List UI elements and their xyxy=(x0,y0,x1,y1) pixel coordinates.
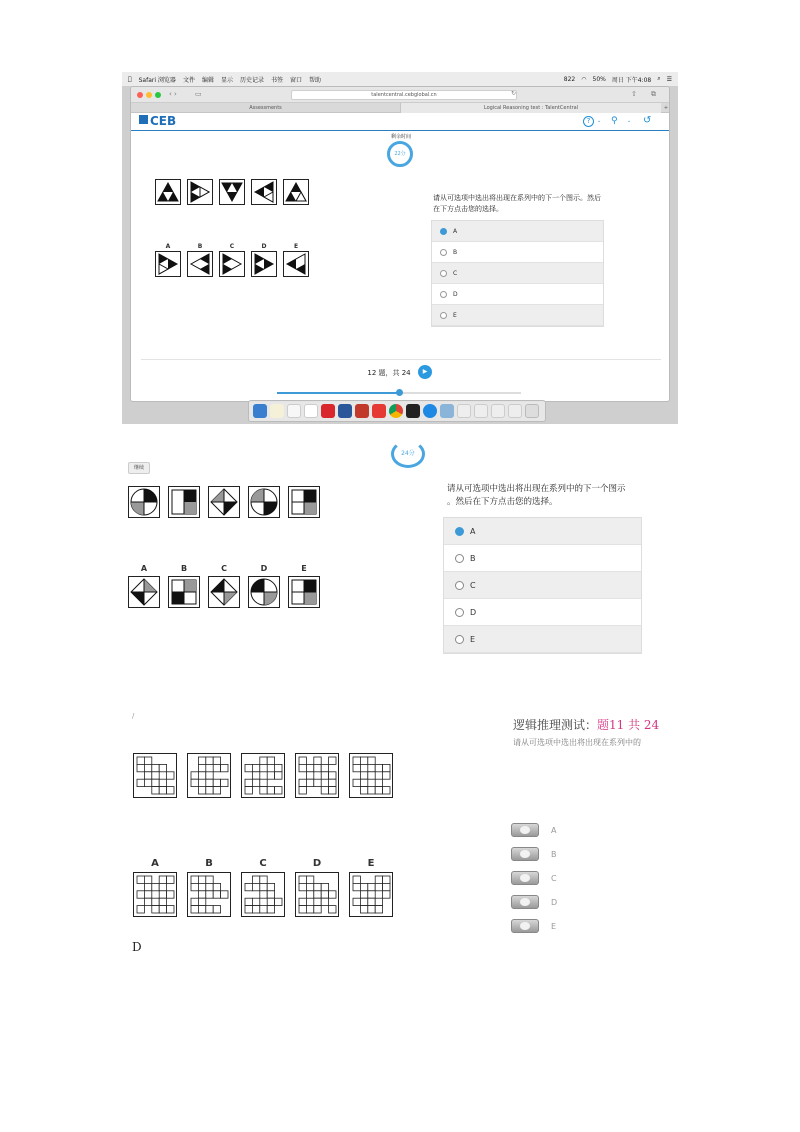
mac-dock xyxy=(248,400,546,422)
url-bar[interactable]: talentcentral.cebglobal.cn xyxy=(291,90,517,100)
sidebar-icon[interactable]: ▭ xyxy=(195,90,202,98)
safari-screenshot-1 xyxy=(122,72,678,424)
menu-help[interactable]: 帮助 xyxy=(305,76,318,84)
answer-option-d[interactable] xyxy=(511,894,557,910)
new-tab-icon[interactable]: + xyxy=(663,105,669,111)
radio-button-icon[interactable] xyxy=(511,895,539,909)
spotlight-icon[interactable]: ⌕ xyxy=(657,75,661,82)
option-letter: C xyxy=(259,858,267,869)
radio-icon[interactable] xyxy=(455,608,464,617)
answer-option-c[interactable] xyxy=(444,572,641,599)
option-label: A xyxy=(453,227,458,235)
radio-icon[interactable] xyxy=(440,249,447,256)
option-label: B xyxy=(453,248,458,256)
document-icon[interactable] xyxy=(491,404,505,418)
series-figure-2 xyxy=(168,486,200,518)
battery-percent[interactable]: 50% xyxy=(592,75,606,83)
option-figures-2 xyxy=(128,576,320,608)
option-label: A xyxy=(470,526,476,536)
menu-edit[interactable]: 编辑 xyxy=(198,76,211,84)
answer-option-c[interactable] xyxy=(432,263,603,284)
option-letter: A xyxy=(151,858,159,869)
continue-button[interactable]: 继续 xyxy=(128,462,150,474)
option-label: C xyxy=(453,269,458,277)
mac-menubar xyxy=(122,72,678,86)
logo-text: CEB xyxy=(150,114,177,128)
option-letter: B xyxy=(197,243,203,250)
menu-file[interactable]: 文件 xyxy=(179,76,192,84)
option-letter: E xyxy=(293,243,299,250)
chevron-down-icon[interactable]: ⌄ xyxy=(597,118,602,124)
series-figure-3 xyxy=(219,179,245,205)
browser-window xyxy=(130,86,670,402)
option-figure-c[interactable] xyxy=(208,576,240,608)
stray-mark: / xyxy=(132,712,135,720)
option-figure-a[interactable] xyxy=(128,576,160,608)
answer-option-b[interactable] xyxy=(432,242,603,263)
menu-window[interactable]: 窗口 xyxy=(286,76,299,84)
option-grid-figure-3[interactable] xyxy=(241,872,285,917)
question-line-2: 。然后在下方点击您的选择。 xyxy=(447,497,558,507)
accessibility-icon[interactable]: ⚲ xyxy=(611,116,618,126)
finder-icon[interactable] xyxy=(253,404,267,418)
chrome-icon[interactable] xyxy=(389,404,403,418)
option-grid-figure-4[interactable] xyxy=(295,872,339,917)
apple-icon[interactable] xyxy=(128,76,132,83)
option-label: E xyxy=(470,634,476,644)
notes-icon[interactable] xyxy=(270,404,284,418)
option-figure-c[interactable] xyxy=(219,251,245,277)
option-label: D xyxy=(551,897,558,907)
answer-option-d[interactable] xyxy=(444,599,641,626)
ceb-logo xyxy=(139,115,187,129)
radio-icon[interactable] xyxy=(440,270,447,277)
progress-knob xyxy=(396,389,403,396)
radio-icon[interactable] xyxy=(440,228,447,235)
next-question-button[interactable] xyxy=(418,365,432,379)
logout-icon[interactable]: ↺ xyxy=(643,115,652,126)
document-icon[interactable] xyxy=(508,404,522,418)
reload-icon[interactable]: ↻ xyxy=(511,90,517,97)
option-letters-row-3 xyxy=(133,858,393,869)
back-forward-icon[interactable]: ‹ › xyxy=(169,90,177,98)
youdao-icon[interactable] xyxy=(372,404,386,418)
option-letter: E xyxy=(301,564,307,573)
close-window-icon[interactable] xyxy=(137,92,143,98)
option-figure-d[interactable] xyxy=(251,251,277,277)
menu-bookmarks[interactable]: 书签 xyxy=(267,76,280,84)
reminders-icon[interactable] xyxy=(287,404,301,418)
question-text xyxy=(447,483,647,509)
answer-option-e[interactable] xyxy=(444,626,641,653)
series-figure-5 xyxy=(283,179,309,205)
option-letter: C xyxy=(229,243,235,250)
series-figures-2 xyxy=(128,486,320,518)
answer-options xyxy=(431,220,604,327)
tabs-icon[interactable]: ⧉ xyxy=(651,90,656,98)
option-label: C xyxy=(470,580,476,590)
option-figure-e[interactable] xyxy=(283,251,309,277)
answer-options xyxy=(443,517,642,654)
radio-icon[interactable] xyxy=(440,291,447,298)
series-figure-4 xyxy=(251,179,277,205)
tab-bar xyxy=(131,103,670,113)
option-grid-figure-1[interactable] xyxy=(133,872,177,917)
option-label: B xyxy=(551,849,557,859)
app-icon[interactable] xyxy=(355,404,369,418)
option-letter: C xyxy=(221,564,227,573)
answer-options-3 xyxy=(511,822,557,942)
option-letter: A xyxy=(140,564,148,573)
series-grid-figure-3 xyxy=(241,753,285,798)
answer-option-a[interactable] xyxy=(444,518,641,545)
option-letter: D xyxy=(261,243,267,250)
timer-label: 剩余时间 xyxy=(390,134,411,140)
option-letter: B xyxy=(205,858,213,869)
timer-ring: 22分 xyxy=(387,141,413,167)
option-label: B xyxy=(470,553,476,563)
terminal-icon[interactable] xyxy=(406,404,420,418)
option-label: E xyxy=(551,921,557,931)
option-figure-b[interactable] xyxy=(187,251,213,277)
app-icon[interactable] xyxy=(321,404,335,418)
option-letter: A xyxy=(165,243,171,250)
radio-icon[interactable] xyxy=(455,554,464,563)
question-text: 请从可选项中选出将出现在系列中的 xyxy=(513,738,641,747)
option-grid-figure-2[interactable] xyxy=(187,872,231,917)
test-title xyxy=(513,716,659,733)
option-label: D xyxy=(453,290,458,298)
question-line-1: 请从可选项中选出将出现在系列中的下一个图示 xyxy=(447,484,626,494)
answer-text: D xyxy=(132,940,142,954)
answer-option-b[interactable] xyxy=(511,846,557,862)
radio-button-icon[interactable] xyxy=(511,919,539,933)
series-figure-2 xyxy=(187,179,213,205)
document-icon[interactable] xyxy=(457,404,471,418)
option-label: D xyxy=(470,607,477,617)
series-figures-3 xyxy=(133,753,393,798)
wifi-icon[interactable]: ◠ xyxy=(581,75,587,83)
radio-button-icon[interactable] xyxy=(511,871,539,885)
radio-button-icon[interactable] xyxy=(511,823,539,837)
option-letter: B xyxy=(180,564,188,573)
question-number: 题11 共 24 xyxy=(597,718,660,732)
divider xyxy=(141,359,661,360)
series-figures xyxy=(155,179,309,205)
zoom-window-icon[interactable] xyxy=(155,92,161,98)
answer-option-b[interactable] xyxy=(444,545,641,572)
series-grid-figure-1 xyxy=(133,753,177,798)
tab-logical-reasoning[interactable]: Logical Reasoning test : TalentCentral xyxy=(401,103,661,113)
series-figure-1 xyxy=(155,179,181,205)
word-icon[interactable] xyxy=(338,404,352,418)
answer-option-e[interactable] xyxy=(511,918,557,934)
series-grid-figure-4 xyxy=(295,753,339,798)
answer-option-e[interactable] xyxy=(432,305,603,326)
option-letters-row xyxy=(155,243,309,250)
title-prefix: 逻辑推理测试： xyxy=(513,718,598,732)
answer-option-d[interactable] xyxy=(432,284,603,305)
radio-button-icon[interactable] xyxy=(511,847,539,861)
minimize-window-icon[interactable] xyxy=(146,92,152,98)
timer-ring: 24分 xyxy=(391,440,425,468)
document-icon[interactable] xyxy=(474,404,488,418)
option-label: A xyxy=(551,825,557,835)
preview-icon[interactable] xyxy=(440,404,454,418)
series-grid-figure-2 xyxy=(187,753,231,798)
play-icon: ▶ xyxy=(422,368,428,375)
radio-icon[interactable] xyxy=(455,581,464,590)
tab-assessments[interactable]: Assessments xyxy=(131,103,401,113)
menu-safari[interactable]: Safari 浏览器 xyxy=(135,76,173,84)
progress-fill xyxy=(277,392,399,394)
share-icon[interactable]: ⇧ xyxy=(631,90,637,98)
pagination-text: 12 题，共 24 xyxy=(367,369,411,377)
option-figure-b[interactable] xyxy=(168,576,200,608)
option-figure-e[interactable] xyxy=(288,576,320,608)
option-figures xyxy=(155,251,309,277)
option-figure-d[interactable] xyxy=(248,576,280,608)
logo-mark-icon xyxy=(139,115,148,124)
menu-history[interactable]: 历史记录 xyxy=(236,76,261,84)
browser-toolbar xyxy=(131,87,670,103)
option-label: E xyxy=(453,311,457,319)
option-figures-3 xyxy=(133,872,393,917)
option-letter: D xyxy=(312,858,322,869)
safari-icon[interactable] xyxy=(423,404,437,418)
answer-option-c[interactable] xyxy=(511,870,557,886)
radio-icon[interactable] xyxy=(440,312,447,319)
help-icon[interactable]: ? xyxy=(583,116,594,127)
menu-view[interactable]: 显示 xyxy=(217,76,230,84)
series-grid-figure-5 xyxy=(349,753,393,798)
series-figure-1 xyxy=(128,486,160,518)
answer-option-a[interactable] xyxy=(432,221,603,242)
clock[interactable]: 周日 下午4:08 xyxy=(611,76,652,84)
option-label: C xyxy=(551,873,557,883)
trash-icon[interactable] xyxy=(525,404,539,418)
series-figure-5 xyxy=(288,486,320,518)
question-text: 请从可选项中选出将出现在系列中的下一个图示。然后在下方点击您的选择。 xyxy=(433,194,601,213)
option-letters-row-2 xyxy=(128,564,320,573)
notification-icon[interactable]: ☰ xyxy=(666,75,672,83)
series-figure-3 xyxy=(208,486,240,518)
option-grid-figure-5[interactable] xyxy=(349,872,393,917)
radio-icon[interactable] xyxy=(455,527,464,536)
calendar-icon[interactable] xyxy=(304,404,318,418)
app-header xyxy=(131,113,670,131)
chevron-down-icon[interactable]: ⌄ xyxy=(627,118,632,124)
series-figure-4 xyxy=(248,486,280,518)
answer-option-a[interactable] xyxy=(511,822,557,838)
option-letter: D xyxy=(260,564,268,573)
status-count[interactable]: 822 xyxy=(563,75,576,83)
option-letter: E xyxy=(367,858,375,869)
option-figure-a[interactable] xyxy=(155,251,181,277)
radio-icon[interactable] xyxy=(455,635,464,644)
